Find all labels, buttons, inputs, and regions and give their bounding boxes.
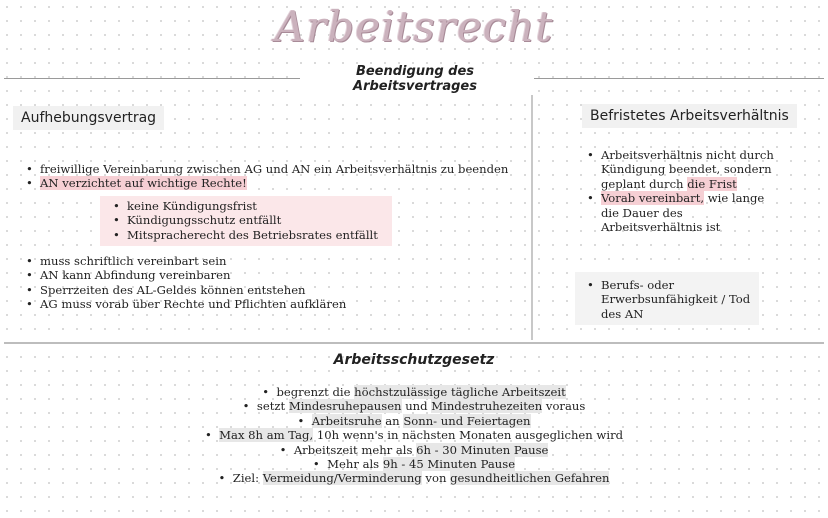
section-divider bbox=[4, 342, 824, 344]
list-item: • Max 8h am Tag, 10h wenn's in nächsten Monaten ausgeglichen wird bbox=[204, 428, 624, 443]
bottom-bullets bbox=[0, 385, 828, 486]
list-item-cont: des AN bbox=[601, 306, 644, 321]
column-divider bbox=[531, 95, 533, 340]
subtitle: Beendigung des Arbeitsvertrages bbox=[300, 64, 530, 94]
list-item: • muss schriftlich vereinbart sein bbox=[26, 254, 227, 268]
right-bullets-2 bbox=[587, 278, 751, 321]
list-item: • Arbeitsverhältnis nicht durch bbox=[587, 148, 774, 162]
list-item: • Arbeitszeit mehr als 6h - 30 Minuten Pause bbox=[279, 442, 549, 457]
list-item: • Ziel: Vermeidung/Verminderung von gesundheitlichen Gefahren bbox=[218, 471, 610, 486]
left-bullets-1 bbox=[26, 162, 509, 191]
heading-arbeitsschutzgesetz: Arbeitsschutzgesetz bbox=[333, 352, 495, 368]
list-item: • Mitspracherecht des Betriebsrates entfällt bbox=[113, 227, 378, 242]
page-title: Arbeitsrecht bbox=[274, 2, 554, 51]
list-item: • freiwillige Vereinbarung zwischen AG und AN ein Arbeitsverhältnis zu beenden bbox=[26, 162, 509, 176]
divider bbox=[534, 78, 824, 79]
list-item: • Berufs- oder bbox=[587, 278, 675, 292]
list-item: • AG muss vorab über Rechte und Pflichten aufklären bbox=[26, 297, 347, 312]
list-item-cont: Kündigung beendet, sondern bbox=[601, 162, 772, 177]
list-item: • AN verzichtet auf wichtige Rechte! bbox=[26, 176, 247, 191]
list-item-cont: Erwerbsunfähigkeit / Tod bbox=[601, 292, 751, 307]
list-item-cont: Arbeitsverhältnis ist bbox=[601, 220, 721, 235]
list-item: • begrenzt die höchstzulässige tägliche Arbeitszeit bbox=[262, 385, 566, 399]
left-sub-bullets bbox=[113, 199, 378, 242]
list-item: • Sperrzeiten des AL-Geldes können entstehen bbox=[26, 282, 306, 297]
list-item: • Arbeitsruhe an Sonn- und Feiertagen bbox=[297, 413, 531, 428]
list-item: • keine Kündigungsfrist bbox=[113, 199, 257, 213]
list-item-cont: die Dauer des bbox=[601, 205, 683, 220]
heading-befristetes-arbeitsverhaeltnis: Befristetes Arbeitsverhältnis bbox=[582, 104, 797, 128]
list-item-cont: geplant durch die Frist bbox=[601, 176, 737, 191]
list-item: • setzt Mindesruhepausen und Mindestruhezeiten voraus bbox=[242, 399, 586, 414]
list-item: • Kündigungsschutz entfällt bbox=[113, 213, 282, 228]
left-bullets-2 bbox=[26, 254, 347, 312]
divider bbox=[4, 78, 300, 79]
heading-aufhebungsvertrag: Aufhebungsvertrag bbox=[13, 106, 164, 130]
list-item: • Vorab vereinbart, wie lange bbox=[587, 191, 765, 206]
list-item: • Mehr als 9h - 45 Minuten Pause bbox=[312, 457, 516, 472]
right-bullets bbox=[587, 148, 774, 235]
list-item: • AN kann Abfindung vereinbaren bbox=[26, 268, 231, 283]
